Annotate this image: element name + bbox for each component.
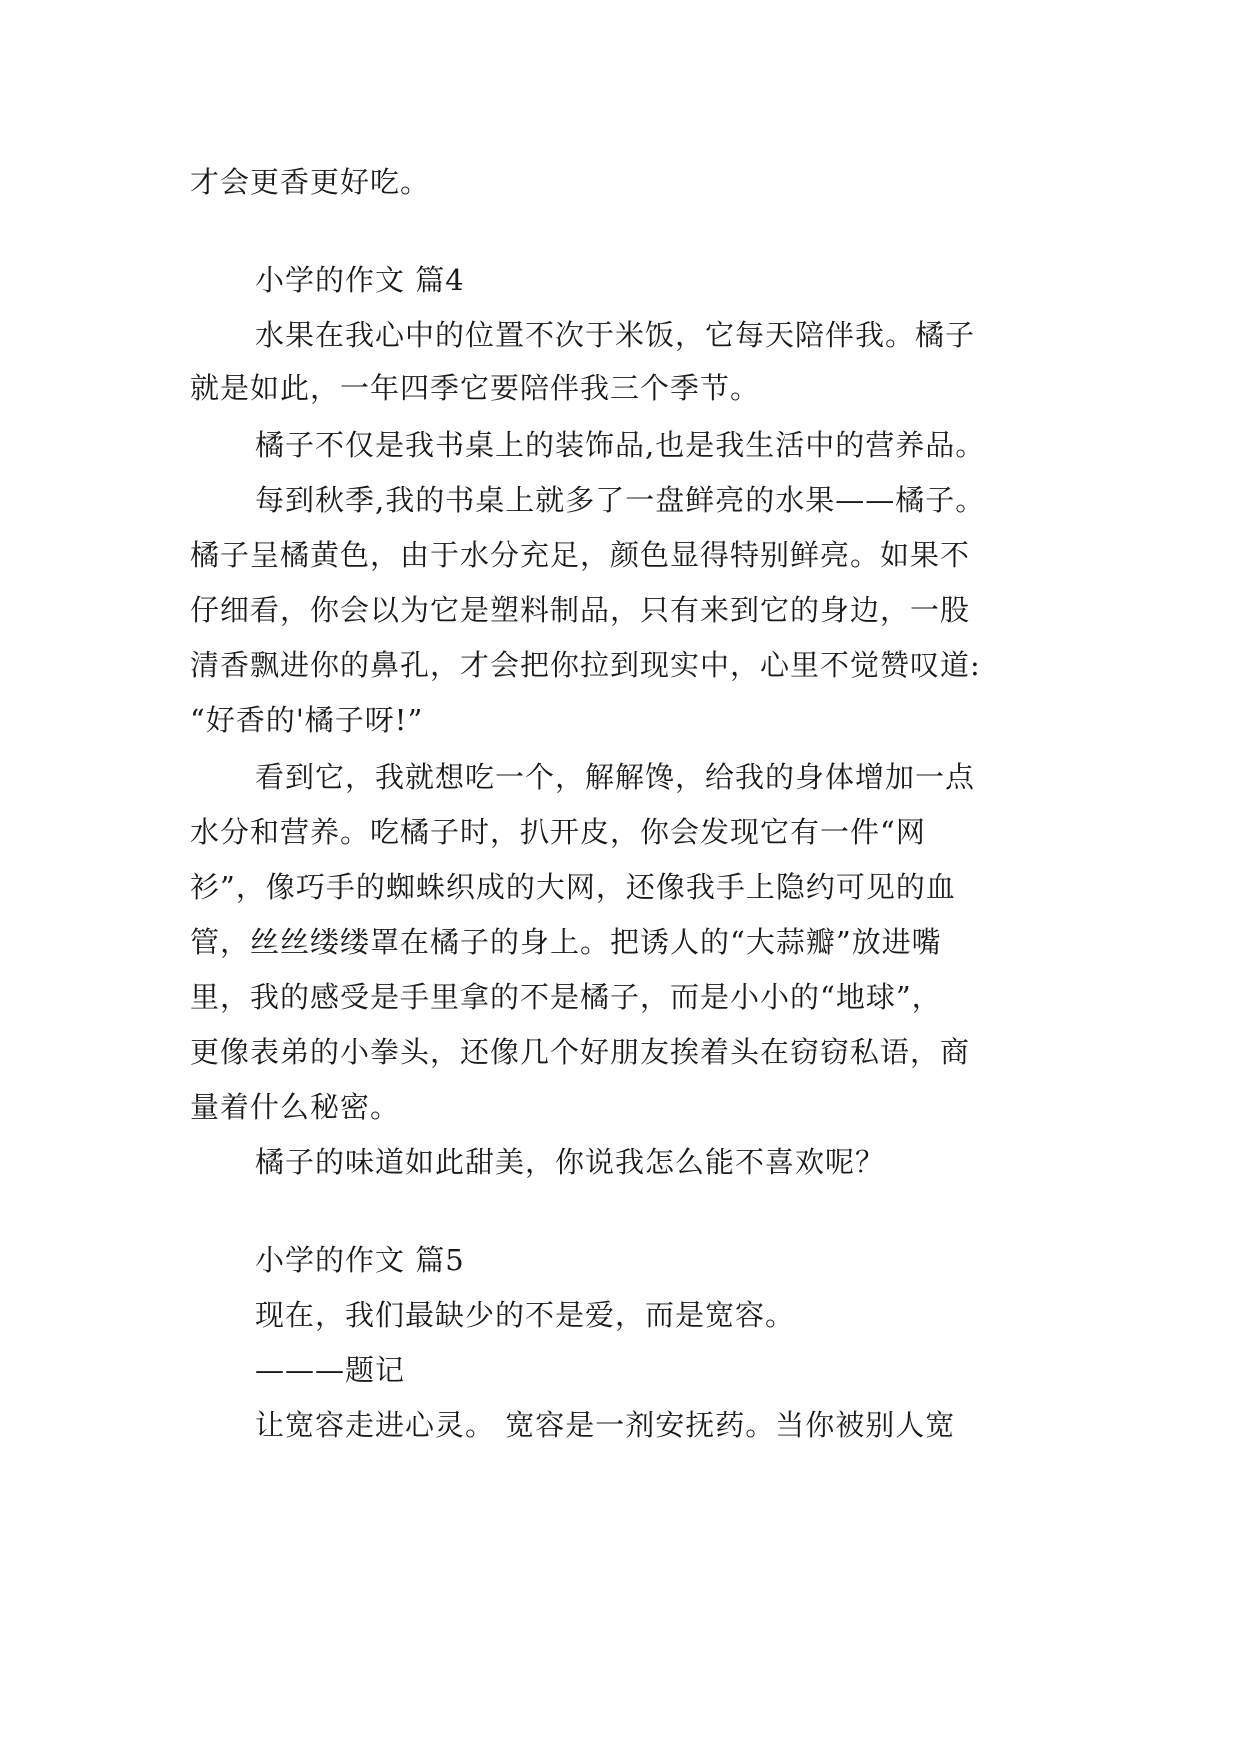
section-heading: 小学的作文 篇4: [255, 263, 465, 297]
paragraph-line: 水果在我心中的位置不次于米饭，它每天陪伴我。橘子: [255, 318, 976, 352]
paragraph-line: 看到它，我就想吃一个，解解馋，给我的身体增加一点: [255, 760, 976, 794]
paragraph-line: 每到秋季,我的书桌上就多了一盘鲜亮的水果——橘子。: [255, 483, 986, 517]
paragraph-line: 橘子呈橘黄色，由于水分充足，颜色显得特别鲜亮。如果不: [190, 538, 971, 572]
paragraph-line: 里，我的感受是手里拿的不是橘子，而是小小的“地球”，: [190, 980, 942, 1014]
paragraph-line: 让宽容走进心灵。 宽容是一剂安抚药。当你被别人宽: [255, 1408, 956, 1442]
paragraph-line: 更像表弟的小拳头，还像几个好朋友挨着头在窃窃私语，商: [190, 1035, 971, 1069]
paragraph-line: 现在，我们最缺少的不是爱，而是宽容。: [255, 1298, 796, 1332]
paragraph-line: 橘子的味道如此甜美，你说我怎么能不喜欢呢？: [255, 1145, 886, 1179]
paragraph-line: 管，丝丝缕缕罩在橘子的身上。把诱人的“大蒜瓣”放进嘴: [190, 925, 942, 959]
paragraph-line: 就是如此，一年四季它要陪伴我三个季节。: [190, 371, 761, 405]
paragraph-line: 才会更香更好吃。: [190, 165, 431, 199]
epigraph-attribution: ———题记: [255, 1353, 406, 1387]
paragraph-line: 量着什么秘密。: [190, 1090, 401, 1124]
paragraph-line: 仔细看，你会以为它是塑料制品，只有来到它的身边，一股: [190, 593, 971, 627]
paragraph-line: 清香飘进你的鼻孔，才会把你拉到现实中，心里不觉赞叹道:: [190, 648, 981, 682]
paragraph-line: 橘子不仅是我书桌上的装饰品,也是我生活中的营养品。: [255, 428, 986, 462]
section-heading: 小学的作文 篇5: [255, 1243, 465, 1277]
paragraph-line: 水分和营养。吃橘子时，扒开皮，你会发现它有一件“网: [190, 815, 926, 849]
paragraph-line: “好香的'橘子呀!”: [190, 703, 424, 737]
paragraph-line: 衫”，像巧手的蜘蛛织成的大网，还像我手上隐约可见的血: [190, 870, 956, 904]
